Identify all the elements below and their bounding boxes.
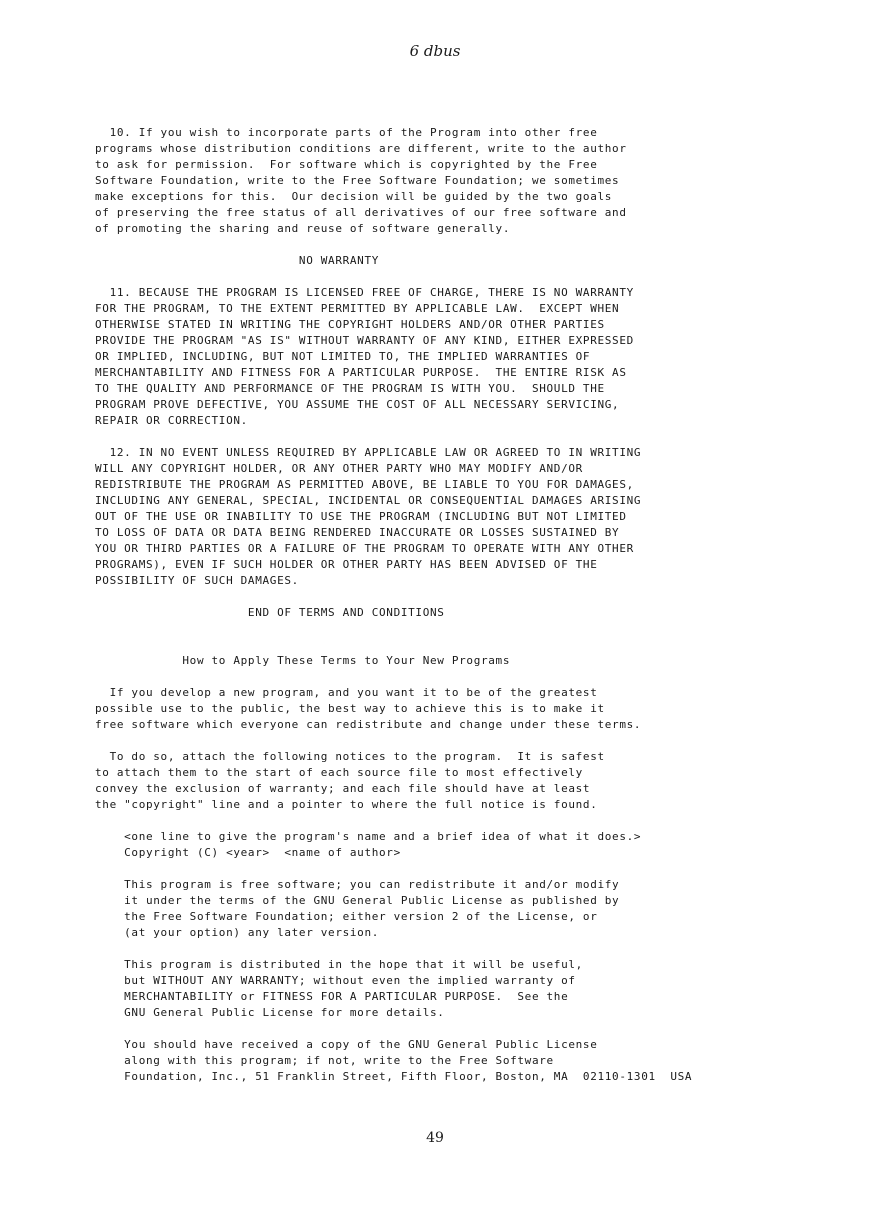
text-line: OUT OF THE USE OR INABILITY TO USE THE PROGRAM (INCLUDING BUT NOT LIMITED	[95, 510, 627, 523]
text-line	[95, 637, 692, 653]
text-line: To do so, attach the following notices to the program. It is safest	[95, 750, 605, 763]
section-heading-end-of-terms: END OF TERMS AND CONDITIONS	[95, 606, 445, 619]
text-line: to ask for permission. For software which is copyrighted by the Free	[95, 158, 598, 171]
section-heading-how-to-apply: How to Apply These Terms to Your New Programs	[95, 654, 511, 667]
text-line	[95, 269, 692, 285]
text-line: 10. If you wish to incorporate parts of the Program into other free	[95, 126, 598, 139]
text-line: GNU General Public License for more details.	[95, 1006, 445, 1019]
text-line: YOU OR THIRD PARTIES OR A FAILURE OF THE PROGRAM TO OPERATE WITH ANY OTHER	[95, 542, 634, 555]
text-line: free software which everyone can redistribute and change under these terms.	[95, 718, 642, 731]
text-line: but WITHOUT ANY WARRANTY; without even the implied warranty of	[95, 974, 576, 987]
text-line	[95, 669, 692, 685]
section-heading-no-warranty: NO WARRANTY	[95, 254, 380, 267]
text-line: Foundation, Inc., 51 Franklin Street, Fifth Floor, Boston, MA 02110-1301 USA	[95, 1070, 693, 1083]
text-line: PROGRAMS), EVEN IF SUCH HOLDER OR OTHER PARTY HAS BEEN ADVISED OF THE	[95, 558, 598, 571]
text-line: MERCHANTABILITY AND FITNESS FOR A PARTICULAR PURPOSE. THE ENTIRE RISK AS	[95, 366, 627, 379]
text-line: the "copyright" line and a pointer to where the full notice is found.	[95, 798, 598, 811]
text-line: POSSIBILITY OF SUCH DAMAGES.	[95, 574, 299, 587]
text-line: programs whose distribution conditions are different, write to the author	[95, 142, 627, 155]
text-line: of promoting the sharing and reuse of software generally.	[95, 222, 511, 235]
text-line	[95, 1021, 692, 1037]
text-line: convey the exclusion of warranty; and each file should have at least	[95, 782, 591, 795]
text-line: PROVIDE THE PROGRAM "AS IS" WITHOUT WARRANTY OF ANY KIND, EITHER EXPRESSED	[95, 334, 634, 347]
text-line	[95, 429, 692, 445]
text-line: 12. IN NO EVENT UNLESS REQUIRED BY APPLICABLE LAW OR AGREED TO IN WRITING	[95, 446, 642, 459]
license-text	[95, 93, 692, 1101]
text-line: 11. BECAUSE THE PROGRAM IS LICENSED FREE OF CHARGE, THERE IS NO WARRANTY	[95, 286, 634, 299]
text-line: You should have received a copy of the GNU General Public License	[95, 1038, 598, 1051]
text-line: OTHERWISE STATED IN WRITING THE COPYRIGHT HOLDERS AND/OR OTHER PARTIES	[95, 318, 605, 331]
text-line: TO LOSS OF DATA OR DATA BEING RENDERED INACCURATE OR LOSSES SUSTAINED BY	[95, 526, 620, 539]
text-line	[95, 237, 692, 253]
text-line: make exceptions for this. Our decision will be guided by the two goals	[95, 190, 613, 203]
text-line	[95, 621, 692, 637]
text-line: INCLUDING ANY GENERAL, SPECIAL, INCIDENTAL OR CONSEQUENTIAL DAMAGES ARISING	[95, 494, 642, 507]
text-line: of preserving the free status of all derivatives of our free software and	[95, 206, 627, 219]
text-line: to attach them to the start of each source file to most effectively	[95, 766, 583, 779]
text-line: If you develop a new program, and you want it to be of the greatest	[95, 686, 598, 699]
text-line: Software Foundation, write to the Free Software Foundation; we sometimes	[95, 174, 620, 187]
text-line: OR IMPLIED, INCLUDING, BUT NOT LIMITED TO, THE IMPLIED WARRANTIES OF	[95, 350, 591, 363]
text-line	[95, 861, 692, 877]
text-line: PROGRAM PROVE DEFECTIVE, YOU ASSUME THE COST OF ALL NECESSARY SERVICING,	[95, 398, 620, 411]
text-line: WILL ANY COPYRIGHT HOLDER, OR ANY OTHER PARTY WHO MAY MODIFY AND/OR	[95, 462, 583, 475]
text-line: MERCHANTABILITY or FITNESS FOR A PARTICULAR PURPOSE. See the	[95, 990, 569, 1003]
page-number: 49	[426, 1130, 444, 1146]
running-header: 6 dbus	[409, 42, 461, 60]
text-line: along with this program; if not, write to the Free Software	[95, 1054, 554, 1067]
text-line	[95, 733, 692, 749]
text-line: it under the terms of the GNU General Public License as published by	[95, 894, 620, 907]
text-line: REPAIR OR CORRECTION.	[95, 414, 248, 427]
text-line	[95, 813, 692, 829]
text-line: (at your option) any later version.	[95, 926, 380, 939]
text-line: REDISTRIBUTE THE PROGRAM AS PERMITTED ABOVE, BE LIABLE TO YOU FOR DAMAGES,	[95, 478, 634, 491]
text-line: FOR THE PROGRAM, TO THE EXTENT PERMITTED BY APPLICABLE LAW. EXCEPT WHEN	[95, 302, 620, 315]
text-line: TO THE QUALITY AND PERFORMANCE OF THE PROGRAM IS WITH YOU. SHOULD THE	[95, 382, 605, 395]
text-line	[95, 589, 692, 605]
text-line: This program is free software; you can redistribute it and/or modify	[95, 878, 620, 891]
text-line: Copyright (C) <year> <name of author>	[95, 846, 401, 859]
text-line: <one line to give the program's name and a brief idea of what it does.>	[95, 830, 642, 843]
text-line	[95, 941, 692, 957]
text-line: This program is distributed in the hope that it will be useful,	[95, 958, 583, 971]
text-line: the Free Software Foundation; either version 2 of the License, or	[95, 910, 598, 923]
text-line: possible use to the public, the best way to achieve this is to make it	[95, 702, 605, 715]
